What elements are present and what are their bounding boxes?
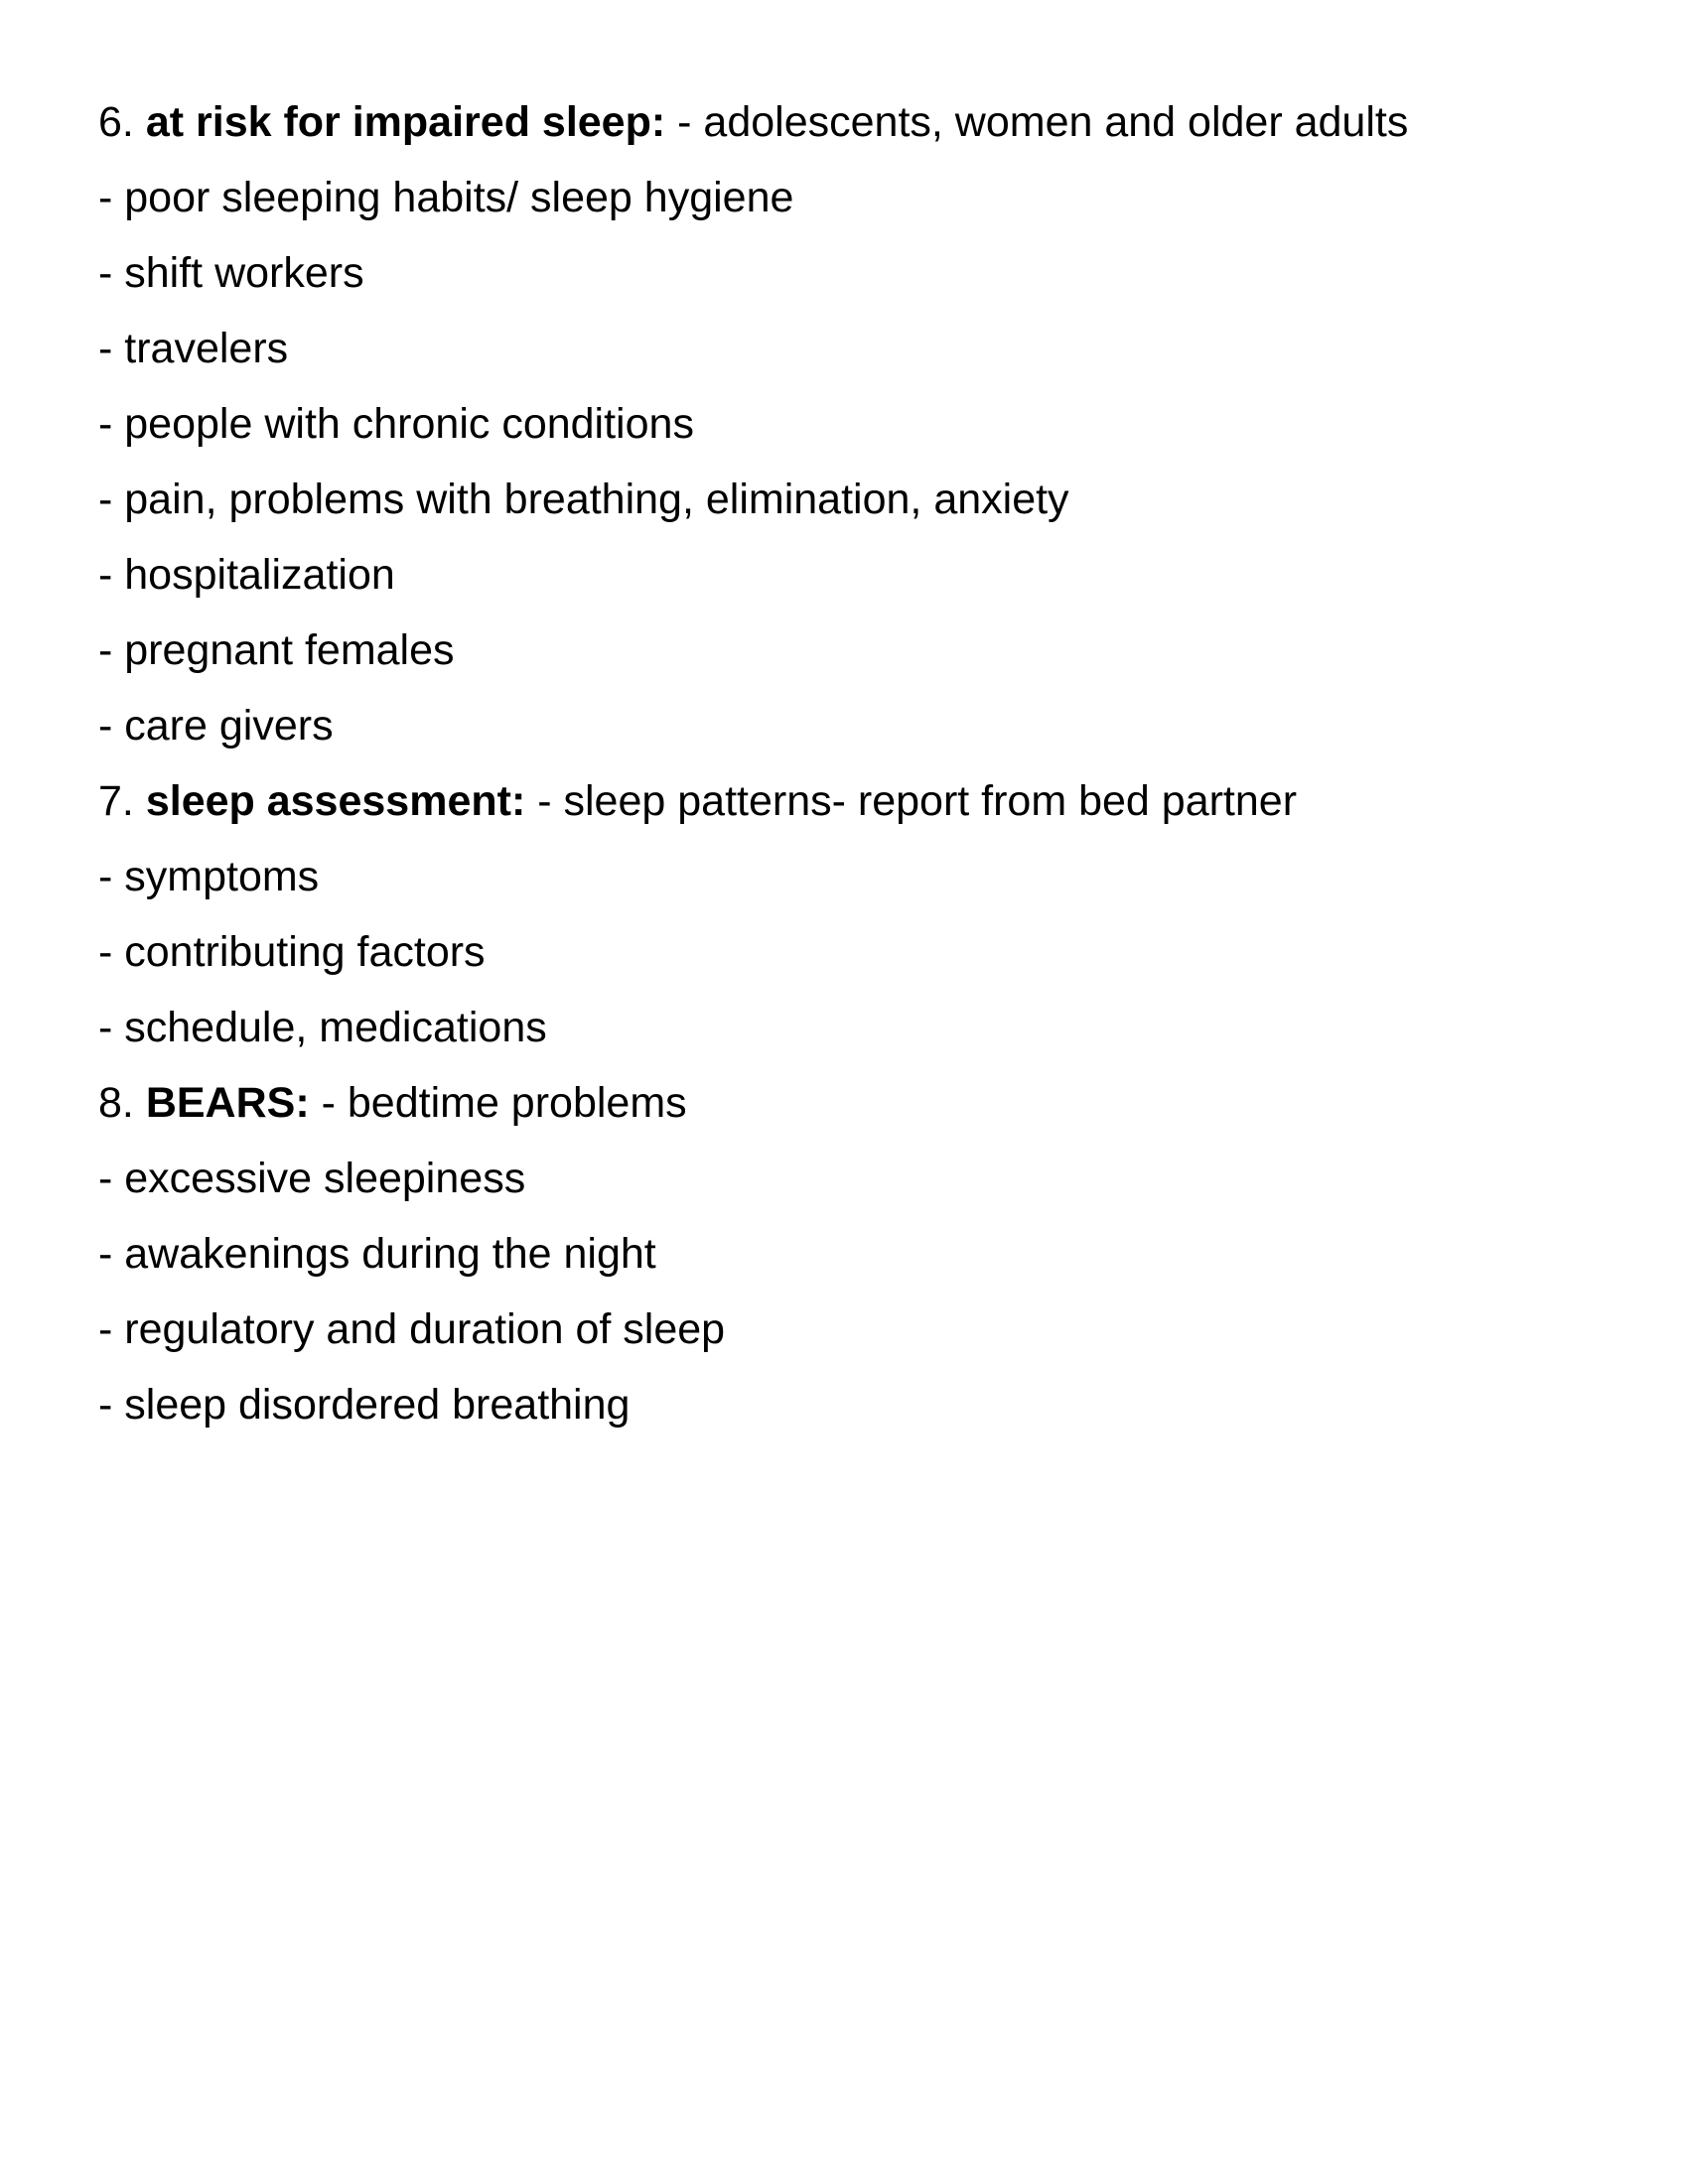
section-8-heading-line — [98, 1073, 1588, 1149]
list-item: - regulatory and duration of sleep — [98, 1305, 726, 1353]
section-number: 8. — [98, 1079, 134, 1127]
list-item: - awakenings during the night — [98, 1230, 656, 1278]
list-item: - schedule, medications — [98, 1004, 547, 1051]
section-heading: BEARS: — [145, 1079, 310, 1127]
list-item: - sleep disordered breathing — [98, 1381, 631, 1429]
notes-content — [98, 92, 1588, 1450]
section-number: 7. — [98, 777, 134, 825]
list-item: - pain, problems with breathing, elimination, anxiety — [98, 476, 1069, 523]
list-item: - pregnant females — [98, 626, 455, 674]
section-6-heading-line — [98, 92, 1588, 168]
list-item: - shift workers — [98, 249, 364, 297]
list-item: - excessive sleepiness — [98, 1155, 526, 1202]
section-7-heading-line — [98, 771, 1588, 847]
section-heading: sleep assessment: — [145, 777, 526, 825]
list-item: - care givers — [98, 702, 334, 750]
list-item: - contributing factors — [98, 928, 486, 976]
section-first-item: - sleep patterns- report from bed partner — [525, 777, 1298, 825]
list-item: - hospitalization — [98, 551, 395, 599]
list-item: - people with chronic conditions — [98, 400, 694, 448]
list-item: - poor sleeping habits/ sleep hygiene — [98, 174, 794, 221]
list-item: - travelers — [98, 325, 289, 372]
section-first-item: - bedtime problems — [309, 1079, 687, 1127]
section-heading: at risk for impaired sleep: — [145, 98, 666, 146]
list-item: - symptoms — [98, 853, 320, 900]
section-first-item: - adolescents, women and older adults — [665, 98, 1409, 146]
section-number: 6. — [98, 98, 134, 146]
